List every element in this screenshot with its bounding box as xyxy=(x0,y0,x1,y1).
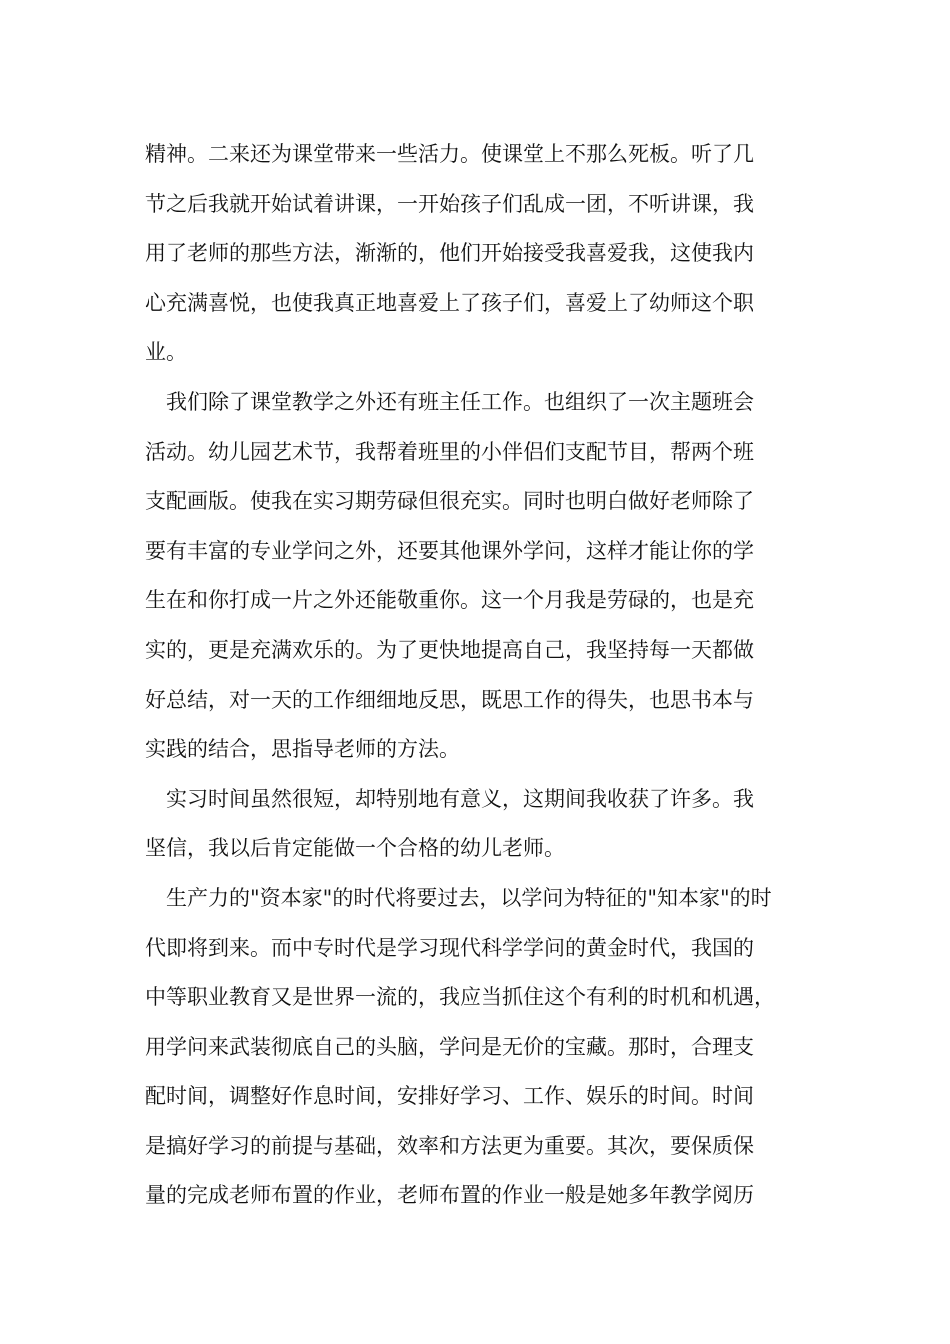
text-line: 活动。幼儿园艺术节，我帮着班里的小伴侣们支配节目，帮两个班 xyxy=(145,439,754,464)
text-line: 生在和你打成一片之外还能敬重你。这一个月我是劳碌的，也是充 xyxy=(145,588,754,613)
text-line: 业。 xyxy=(145,340,187,365)
paragraph xyxy=(145,775,825,874)
text-line: 配时间，调整好作息时间，安排好学习、工作、娱乐的时间。时间 xyxy=(145,1084,754,1109)
paragraph xyxy=(145,130,825,378)
paragraph xyxy=(145,874,825,1221)
paragraph xyxy=(145,378,825,775)
text-line: 实践的结合，思指导老师的方法。 xyxy=(145,737,460,762)
text-line: 节之后我就开始试着讲课，一开始孩子们乱成一团，不听讲课，我 xyxy=(145,191,754,216)
text-line: 是搞好学习的前提与基础，效率和方法更为重要。其次，要保质保 xyxy=(145,1133,754,1158)
body-text xyxy=(145,130,825,1221)
text-line: 我们除了课堂教学之外还有班主任工作。也组织了一次主题班会 xyxy=(166,389,754,414)
text-line: 用学问来武装彻底自己的头脑，学问是无价的宝藏。那时，合理支 xyxy=(145,1034,754,1059)
text-line: 代即将到来。而中专时代是学习现代科学学问的黄金时代，我国的 xyxy=(145,935,754,960)
text-line: 要有丰富的专业学问之外，还要其他课外学问，这样才能让你的学 xyxy=(145,538,754,563)
text-line: 心充满喜悦，也使我真正地喜爱上了孩子们，喜爱上了幼师这个职 xyxy=(145,290,754,315)
text-line: 支配画版。使我在实习期劳碌但很充实。同时也明白做好老师除了 xyxy=(145,489,754,514)
text-line: 中等职业教育又是世界一流的，我应当抓住这个有利的时机和机遇， xyxy=(145,985,775,1010)
text-line: 用了老师的那些方法，渐渐的，他们开始接受我喜爱我，这使我内 xyxy=(145,241,754,266)
text-line: 好总结，对一天的工作细细地反思，既思工作的得失，也思书本与 xyxy=(145,687,754,712)
text-line: 生产力的"资本家"的时代将要过去，以学问为特征的"知本家"的时 xyxy=(166,885,772,910)
text-line: 量的完成老师布置的作业，老师布置的作业一般是她多年教学阅历 xyxy=(145,1183,754,1208)
text-line: 实的，更是充满欢乐的。为了更快地提高自己，我坚持每一天都做 xyxy=(145,637,754,662)
text-line: 精神。二来还为课堂带来一些活力。使课堂上不那么死板。听了几 xyxy=(145,142,754,166)
text-line: 坚信，我以后肯定能做一个合格的幼儿老师。 xyxy=(145,836,565,861)
text-line: 实习时间虽然很短，却特别地有意义，这期间我收获了许多。我 xyxy=(166,786,754,811)
